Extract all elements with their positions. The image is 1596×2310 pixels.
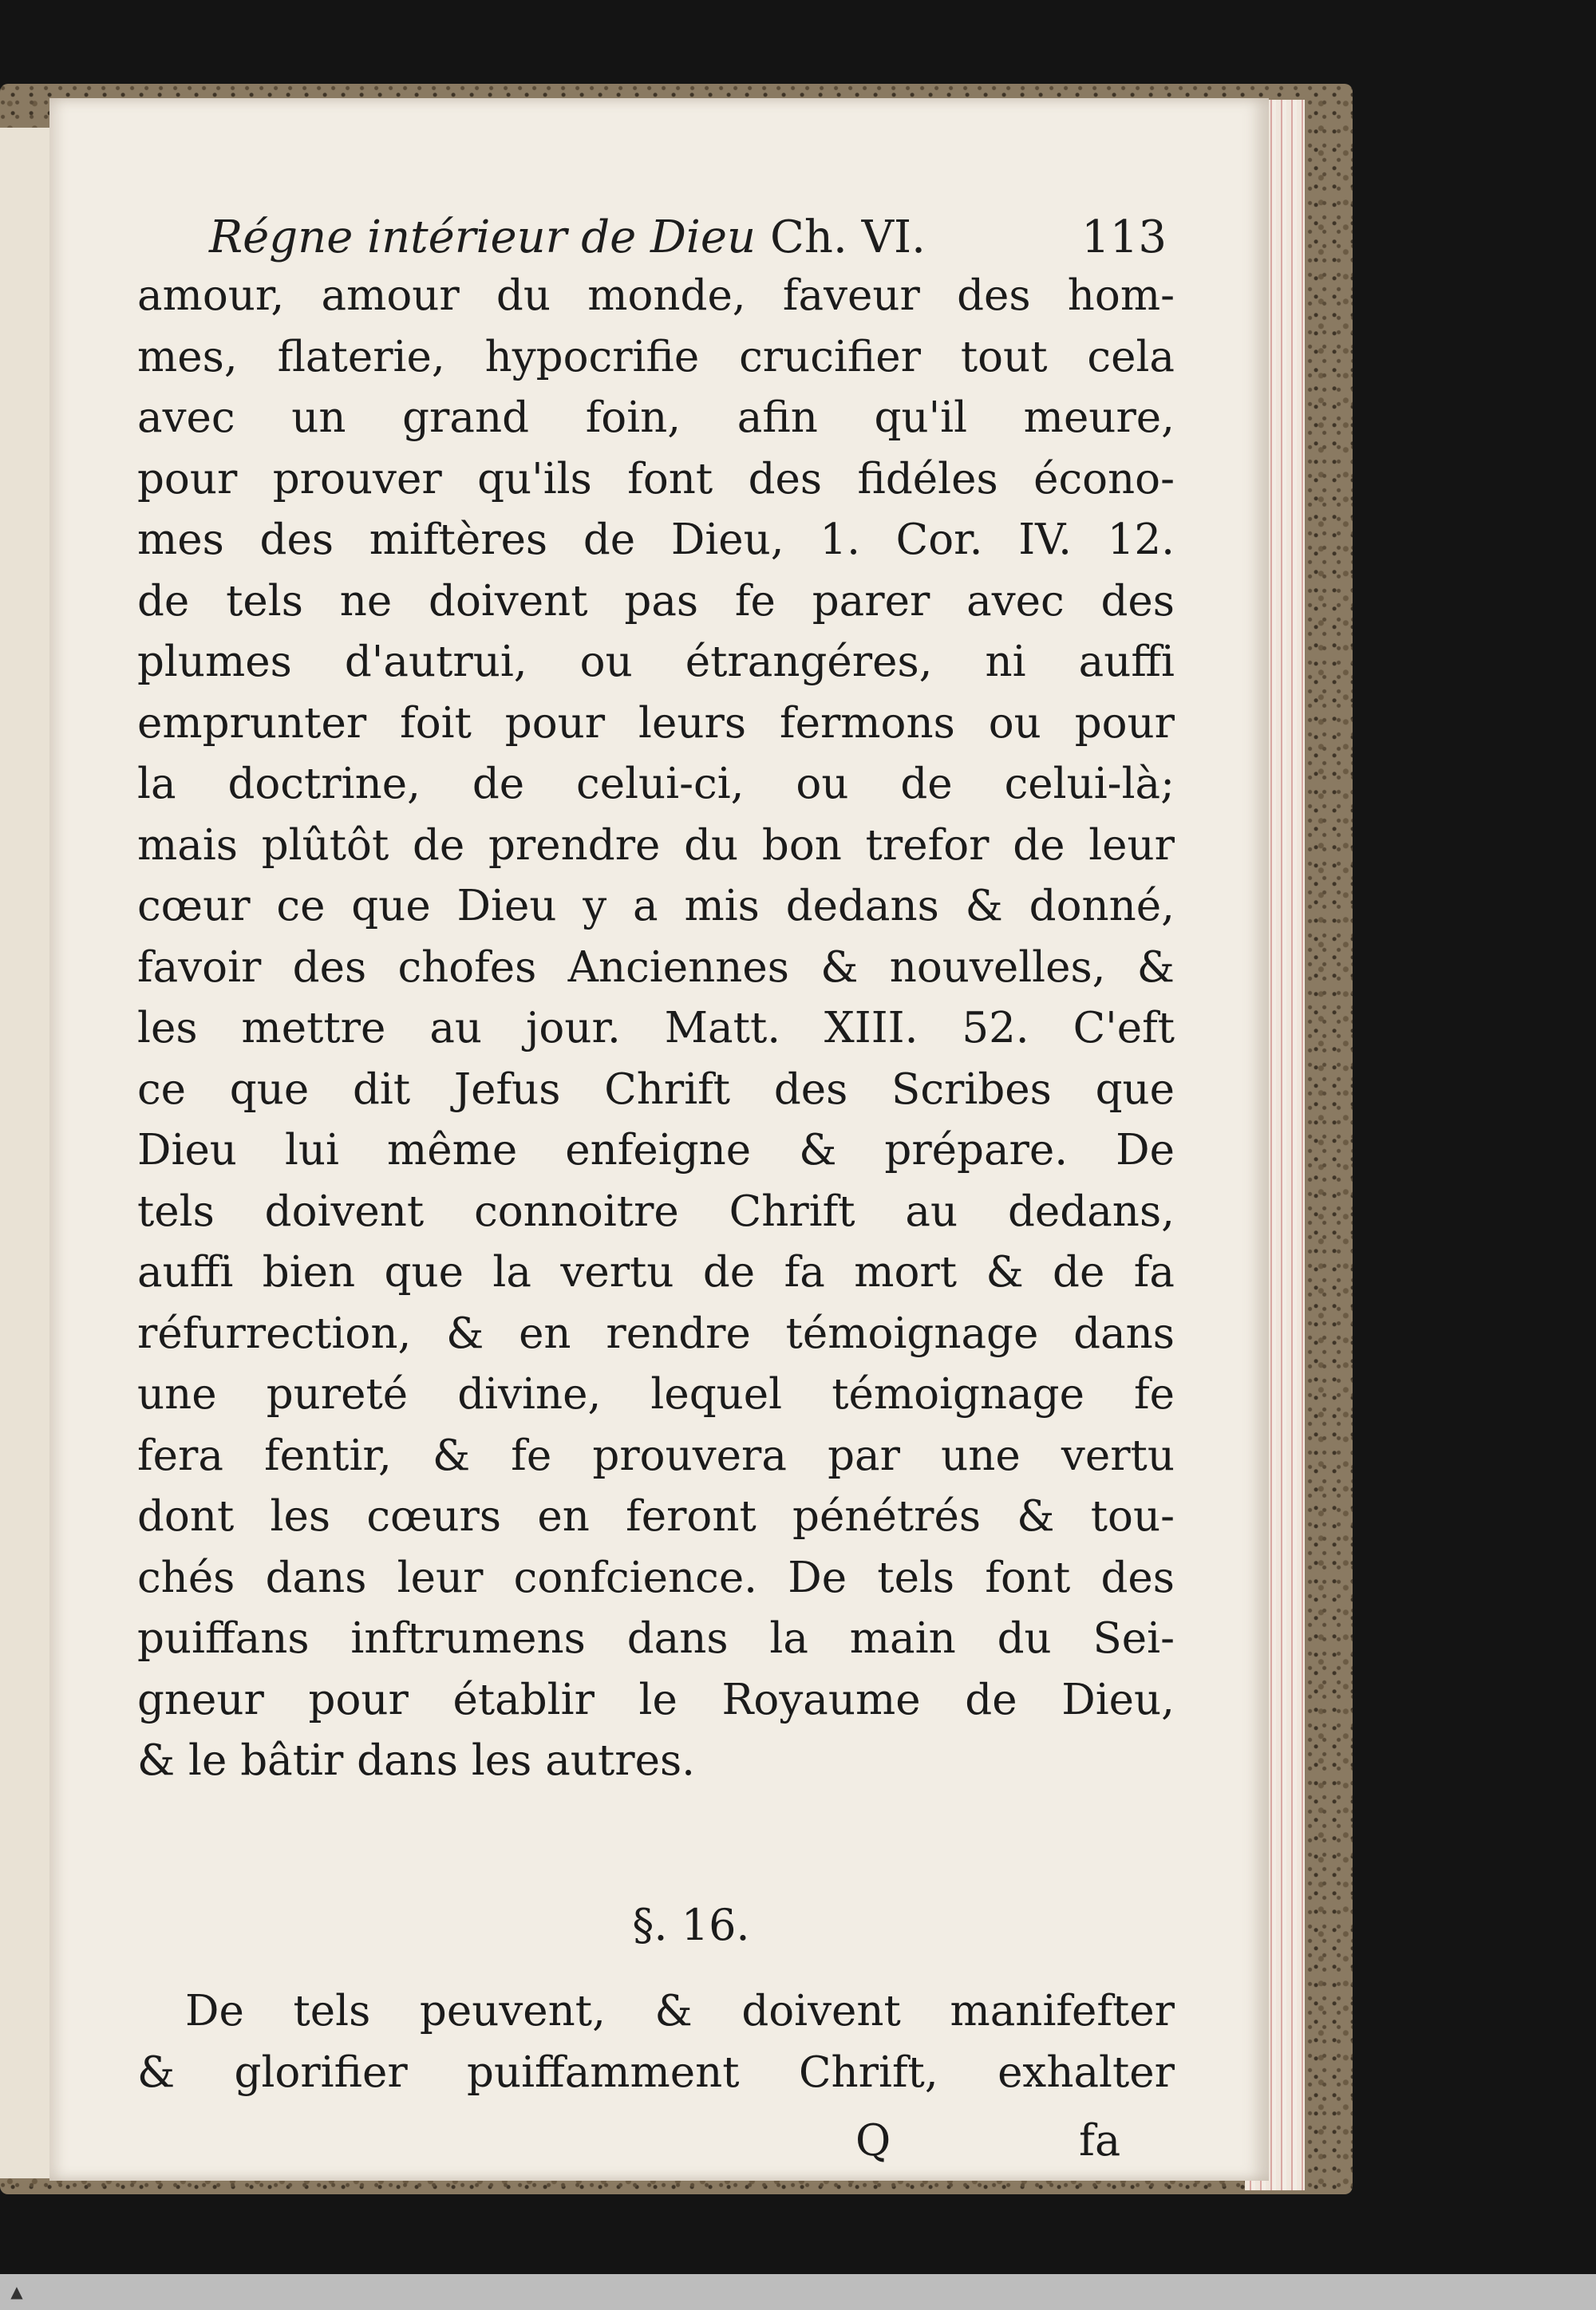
library-logo-icon: ▲ [10, 2282, 23, 2301]
text-line: gneur pour établir le Royaume de Dieu, [137, 1675, 1175, 1724]
text-line: avec un grand foin, afin qu'il meure, [137, 393, 1175, 442]
text-line: la doctrine, de celui-ci, ou de celui-là; [137, 760, 1175, 808]
text-line: dont les cœurs en feront pénétrés & tou- [137, 1492, 1175, 1541]
page-footer [49, 2109, 1269, 2173]
text-line: De tels peuvent, & doivent manifefter [185, 1987, 1175, 2036]
text-line: cœur ce que Dieu y a mis dedans & donné, [137, 882, 1175, 930]
signature-mark: Q [855, 2115, 891, 2166]
text-line: tels doivent connoitre Chrift au dedans, [137, 1187, 1175, 1236]
text-line: plumes d'autrui, ou étrangéres, ni auffi [137, 638, 1175, 686]
running-head [209, 202, 1183, 274]
viewer-footer-bar [0, 2274, 1596, 2310]
paragraph-two [137, 1981, 1175, 2103]
text-line: & glorifier puiffamment Chrift, exhalter [137, 2047, 1175, 2097]
text-line: Dieu lui même enfeigne & prépare. De [137, 1126, 1175, 1175]
text-line: une pureté divine, lequel témoignage fe [137, 1370, 1175, 1419]
text-line: amour, amour du monde, faveur des hom- [137, 271, 1175, 320]
text-line: mais plûtôt de prendre du bon trefor de leur [137, 820, 1175, 870]
text-line: ce que dit Jefus Chrift des Scribes que [137, 1064, 1175, 1114]
catchword: fa [1079, 2115, 1121, 2166]
running-head-title: Régne intérieur de Dieu [209, 211, 757, 263]
page-number: 113 [1081, 211, 1167, 263]
text-line: pour prouver qu'ils font des fidéles écono- [137, 454, 1175, 503]
running-head-chapter: Ch. VI. [770, 211, 926, 263]
body-text [137, 266, 1175, 1792]
book [0, 84, 1357, 2198]
facing-page-edge [0, 128, 51, 2178]
text-line: emprunter foit pour leurs fermons ou pour [137, 698, 1175, 748]
text-line: les mettre au jour. Matt. XIII. 52. C'eft [137, 1004, 1175, 1052]
text-line: & le bâtir dans les autres. [137, 1736, 695, 1785]
text-line: mes, flaterie, hypocrifie crucifier tout cela [137, 332, 1175, 381]
text-line: de tels ne doivent pas fe parer avec des [137, 576, 1175, 626]
book-page [49, 98, 1269, 2181]
text-line: puiffans inftrumens dans la main du Sei- [137, 1614, 1175, 1663]
section-heading: §. 16. [632, 1900, 750, 1950]
text-line: chés dans leur confcience. De tels font des [137, 1553, 1175, 1602]
text-line: favoir des chofes Anciennes & nouvelles, & [137, 942, 1175, 992]
text-line: réfurrection, & en rendre témoignage dans [137, 1309, 1175, 1358]
text-line: mes des miftères de Dieu, 1. Cor. IV. 12. [137, 515, 1175, 564]
text-line: fera fentir, & fe prouvera par une vertu [137, 1431, 1175, 1480]
text-line: auffi bien que la vertu de fa mort & de fa [137, 1248, 1175, 1297]
